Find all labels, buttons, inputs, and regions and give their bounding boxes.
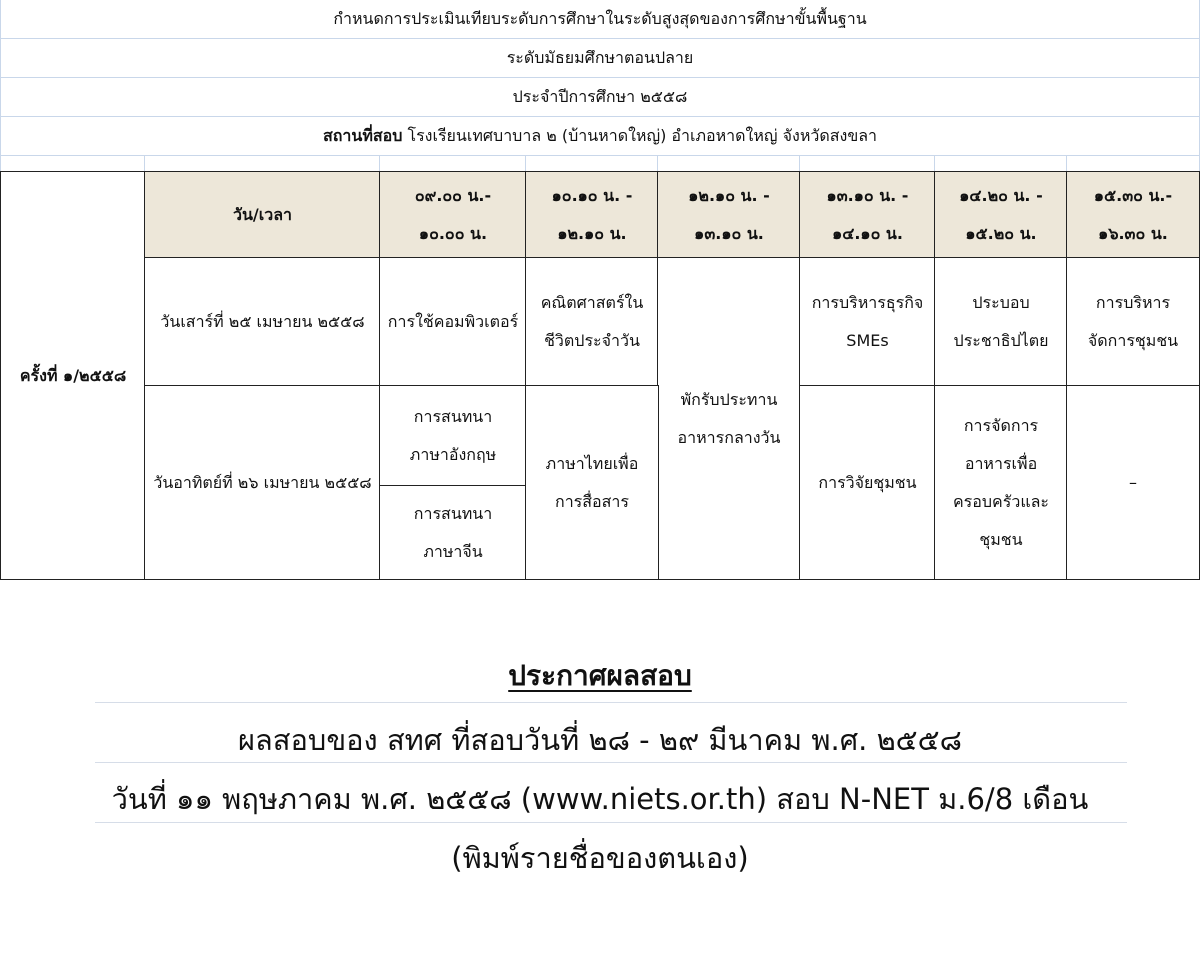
location-value: โรงเรียนเทศบาบาล ๒ (บ้านหาดใหญ่) อำเภอหาดใหญ่ จังหวัดสงขลา bbox=[402, 126, 878, 145]
gridline bbox=[379, 156, 380, 171]
day2-subject: – bbox=[1066, 385, 1200, 580]
announcement-line: (พิมพ์รายชื่อของตนเอง) bbox=[451, 841, 749, 875]
header-academic-year: ประจำปีการศึกษา ๒๕๕๘ bbox=[0, 78, 1200, 117]
time-slot-header: ๑๓.๑๐ น. - ๑๔.๑๐ น. bbox=[799, 171, 936, 259]
day1-subject: คณิตศาสตร์ใน ชีวิตประจำวัน bbox=[525, 257, 659, 387]
header-level: ระดับมัธยมศึกษาตอนปลาย bbox=[0, 39, 1200, 78]
day2-subject: การจัดการ อาหารเพื่อ ครอบครัวและ ชุมชน bbox=[934, 385, 1068, 580]
location-label: สถานที่สอบ bbox=[322, 126, 403, 145]
gridline bbox=[144, 156, 145, 171]
day1-subject: ประบอบ ประชาธิปไตย bbox=[934, 257, 1068, 387]
gridline bbox=[799, 156, 800, 171]
gridline bbox=[525, 156, 526, 171]
announcement-line: ผลสอบของ สทศ ที่สอบวันที่ ๒๘ - ๒๙ มีนาคม พ.ศ. ๒๕๕๘ bbox=[238, 723, 962, 757]
time-slot-header: ๐๙.๐๐ น.- ๑๐.๐๐ น. bbox=[379, 171, 527, 259]
announcement-line: วันที่ ๑๑ พฤษภาคม พ.ศ. ๒๕๕๘ (www.niets.or.th) สอบ N-NET ม.6/8 เดือน bbox=[111, 782, 1089, 816]
announcement-title: ประกาศผลสอบ bbox=[508, 659, 692, 692]
lunch-break: พักรับประทาน อาหารกลางวัน bbox=[657, 257, 801, 580]
divider bbox=[95, 762, 1127, 763]
day2-date: วันอาทิตย์ที่ ๒๖ เมษายน ๒๕๕๘ bbox=[144, 385, 381, 580]
time-header-corner: วัน/เวลา bbox=[144, 171, 381, 259]
time-slot-header: ๑๔.๒๐ น. - ๑๕.๒๐ น. bbox=[934, 171, 1068, 259]
gridline bbox=[657, 156, 658, 171]
day2-subject: การวิจัยชุมชน bbox=[799, 385, 936, 580]
gridline bbox=[934, 156, 935, 171]
day2-subject: ภาษาไทยเพื่อ การสื่อสาร bbox=[525, 385, 659, 580]
day1-subject: การบริหาร จัดการชุมชน bbox=[1066, 257, 1200, 387]
round-cell: ครั้งที่ ๑/๒๕๕๘ bbox=[0, 171, 146, 580]
time-slot-header: ๑๒.๑๐ น. - ๑๓.๑๐ น. bbox=[657, 171, 801, 259]
divider bbox=[95, 822, 1127, 823]
day2-subject: การสนทนา ภาษาอังกฤษ bbox=[379, 385, 527, 487]
day1-subject: การใช้คอมพิวเตอร์ bbox=[379, 257, 527, 387]
header-location bbox=[0, 117, 1200, 156]
time-slot-header: ๑๐.๑๐ น. - ๑๒.๑๐ น. bbox=[525, 171, 659, 259]
day2-subject: การสนทนา ภาษาจีน bbox=[379, 485, 527, 580]
time-slot-header: ๑๕.๓๐ น.- ๑๖.๓๐ น. bbox=[1066, 171, 1200, 259]
header-spacer-row bbox=[0, 156, 1200, 172]
divider bbox=[95, 702, 1127, 703]
gridline bbox=[1066, 156, 1067, 171]
day1-date: วันเสาร์ที่ ๒๕ เมษายน ๒๕๕๘ bbox=[144, 257, 381, 387]
header-title: กำหนดการประเมินเทียบระดับการศึกษาในระดับสูงสุดของการศึกษาขั้นพื้นฐาน bbox=[0, 0, 1200, 39]
day1-subject: การบริหารธุรกิจ SMEs bbox=[799, 257, 936, 387]
